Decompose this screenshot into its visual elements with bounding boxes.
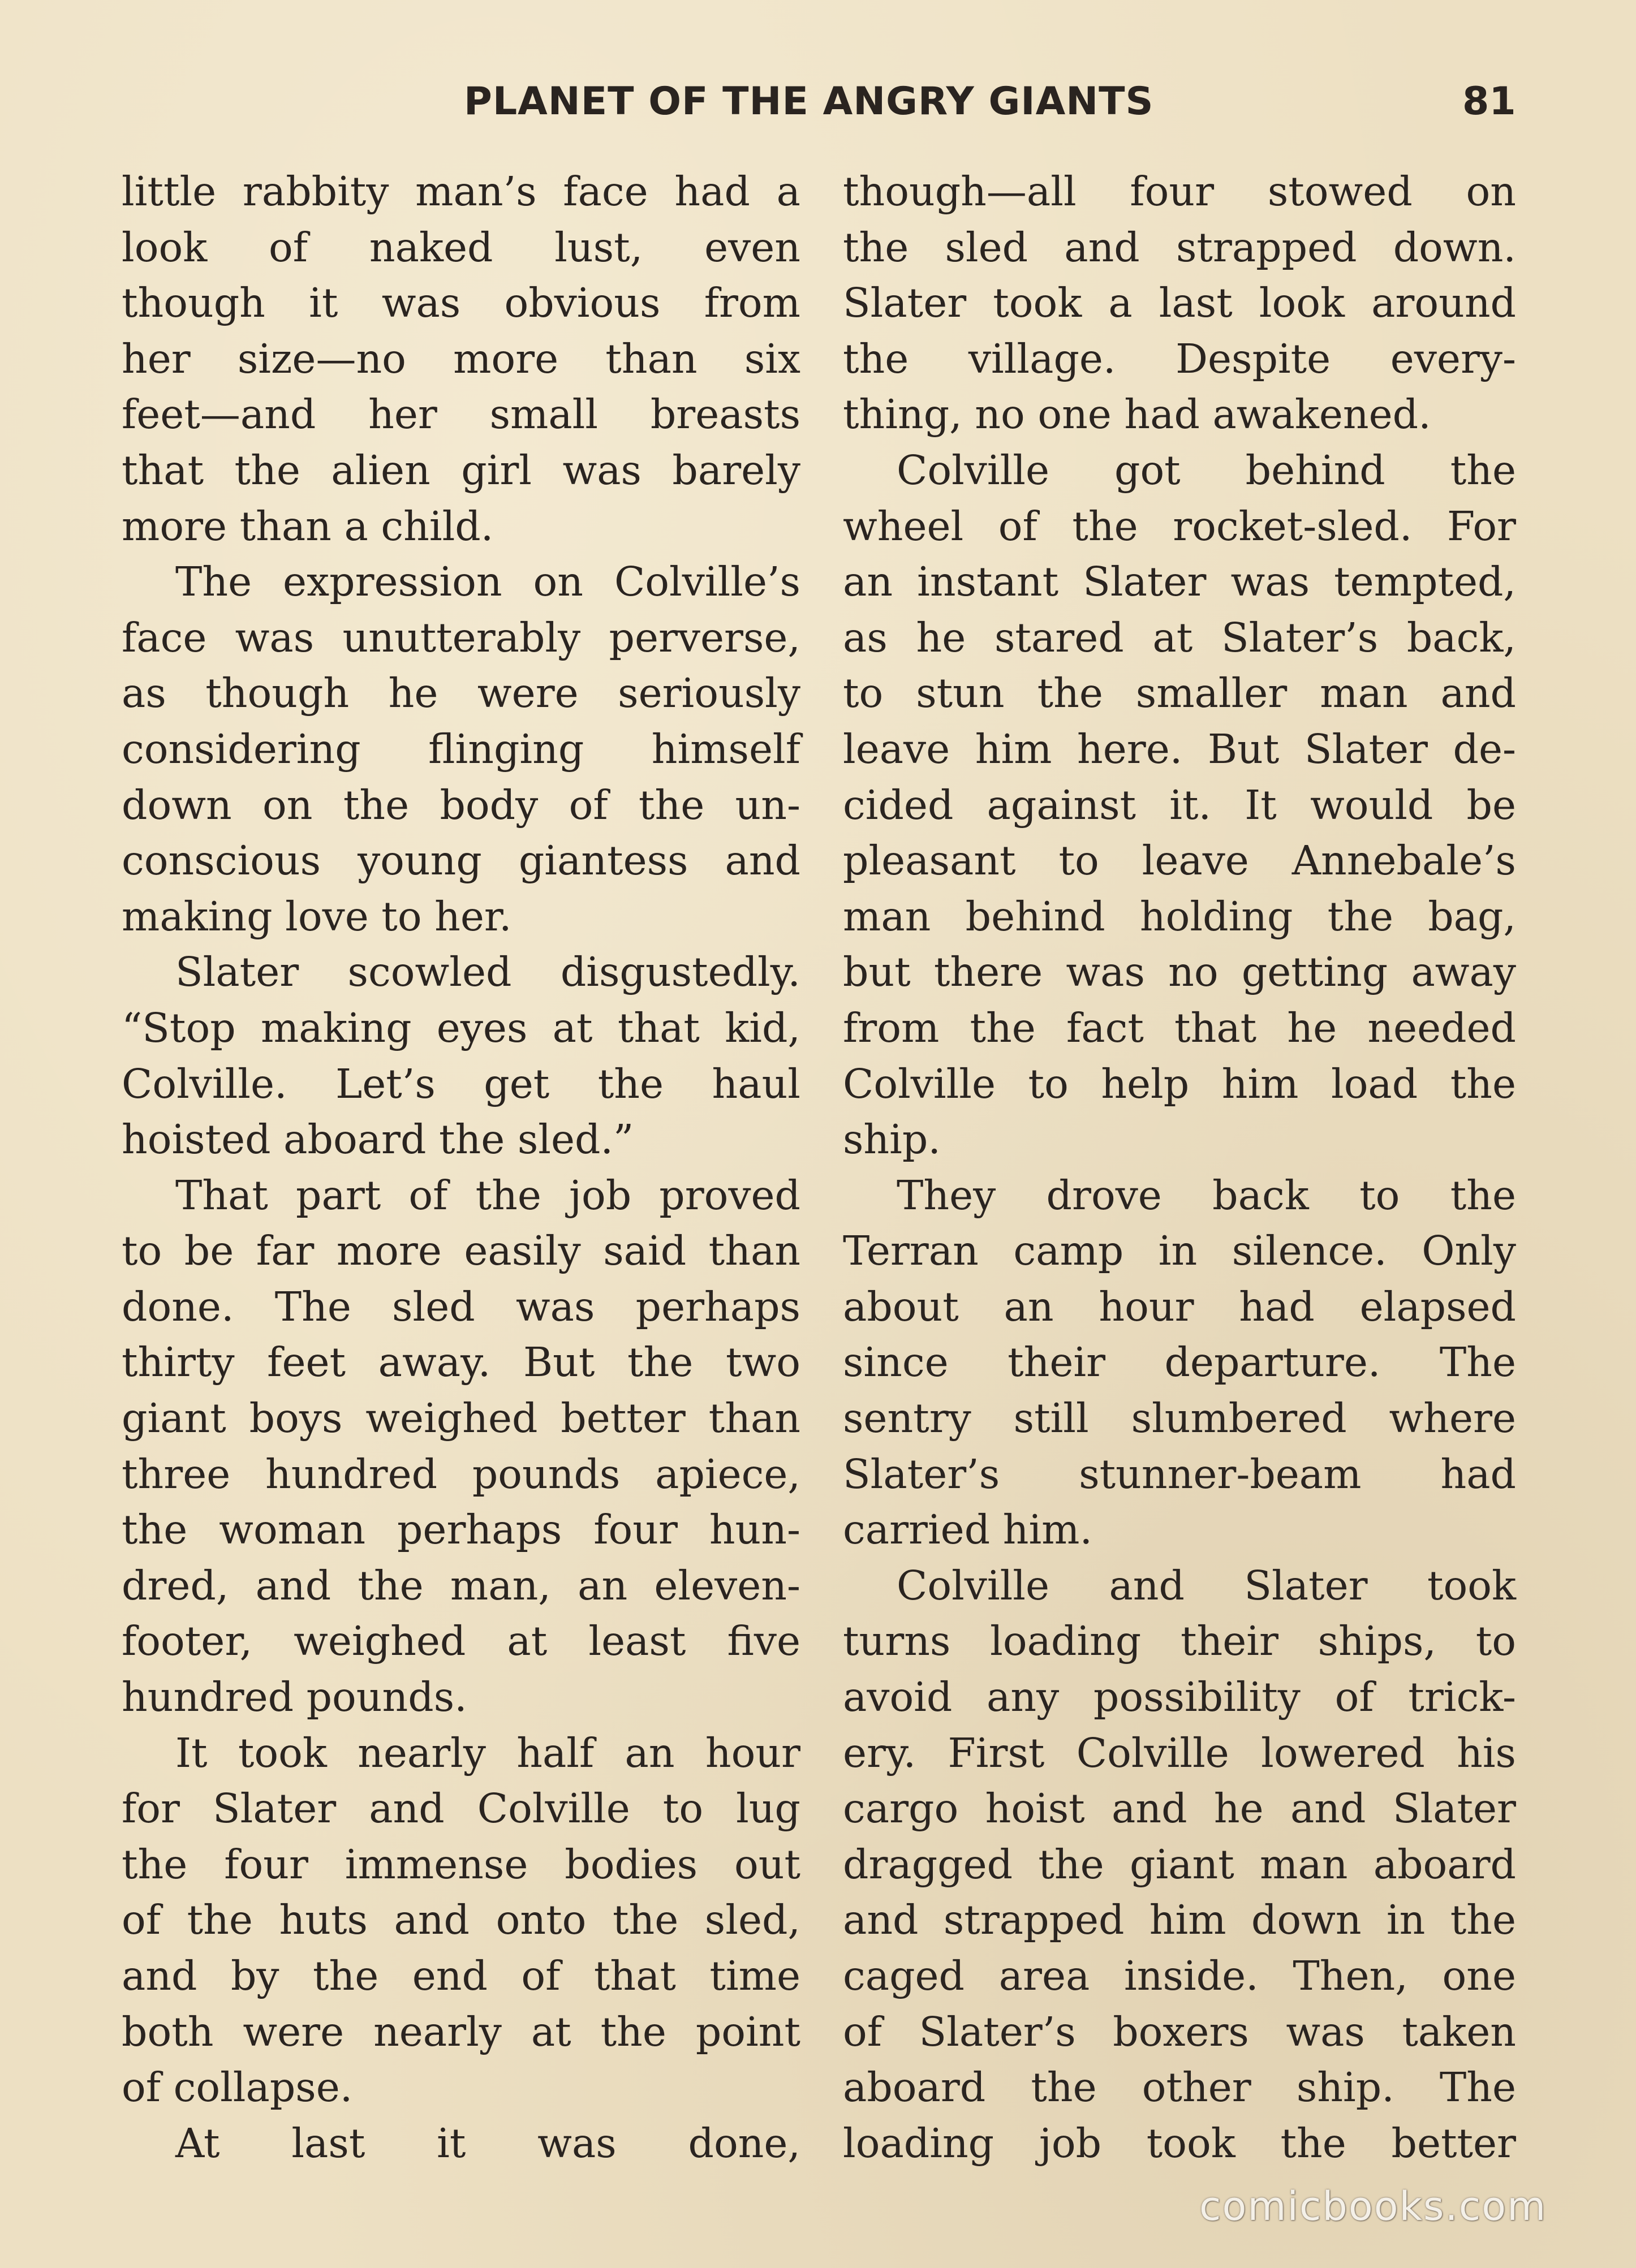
text-line: face was unutterably perverse, <box>122 614 800 661</box>
text-line: about an hour had elapsed <box>843 1283 1516 1330</box>
text-line: the four immense bodies out <box>122 1840 800 1888</box>
left-text-column <box>122 164 800 2171</box>
text-line: hoisted aboard the sled.” <box>122 1116 634 1163</box>
text-line: thing, no one had awakened. <box>843 391 1431 438</box>
text-line: considering flinging himself <box>122 725 800 773</box>
text-line: as he stared at Slater’s back, <box>843 614 1516 661</box>
page-number: 81 <box>1462 79 1516 124</box>
text-line: three hundred pounds apiece, <box>122 1450 800 1498</box>
text-line: look of naked lust, even <box>122 223 800 271</box>
text-line: ery. First Colville lowered his <box>843 1729 1516 1777</box>
text-line: to stun the smaller man and <box>843 670 1516 717</box>
text-line: leave him here. But Slater de- <box>843 725 1516 773</box>
text-line: since their departure. The <box>843 1339 1516 1386</box>
text-line: Colville to help him load the <box>843 1060 1516 1107</box>
text-line: ship. <box>843 1116 941 1163</box>
page-header <box>0 79 1636 141</box>
text-line: carried him. <box>843 1506 1093 1554</box>
text-line: dragged the giant man aboard <box>843 1840 1516 1888</box>
text-line: conscious young giantess and <box>122 837 800 885</box>
text-line: little rabbity man’s face had a <box>122 168 800 215</box>
text-line: dred, and the man, an eleven- <box>122 1562 800 1609</box>
text-line: down on the body of the un- <box>122 781 800 829</box>
text-line: thirty feet away. But the two <box>122 1339 800 1386</box>
text-line: Slater took a last look around <box>843 279 1516 327</box>
running-title: PLANET OF THE ANGRY GIANTS <box>464 79 1154 124</box>
text-line: giant boys weighed better than <box>122 1395 800 1442</box>
text-line: of collapse. <box>122 2064 353 2111</box>
text-line: Slater scowled disgustedly. <box>175 948 800 996</box>
text-line: the woman perhaps four hun- <box>122 1506 800 1554</box>
text-line: “Stop making eyes at that kid, <box>122 1004 800 1051</box>
text-line: caged area inside. Then, one <box>843 1952 1516 1999</box>
text-line: making love to her. <box>122 892 512 940</box>
text-line: done. The sled was perhaps <box>122 1283 800 1330</box>
text-line: At last it was done, <box>175 2119 800 2167</box>
text-line: for Slater and Colville to lug <box>122 1785 800 1832</box>
text-line: It took nearly half an hour <box>175 1729 800 1777</box>
text-line: They drove back to the <box>897 1171 1516 1219</box>
text-line: pleasant to leave Annebale’s <box>843 837 1516 885</box>
text-line: but there was no getting away <box>843 948 1516 996</box>
text-line: the sled and strapped down. <box>843 223 1516 271</box>
text-line: though—all four stowed on <box>843 168 1516 215</box>
text-line: Colville. Let’s get the haul <box>122 1060 800 1107</box>
text-line: sentry still slumbered where <box>843 1395 1516 1442</box>
right-text-column <box>843 164 1516 2171</box>
text-line: of Slater’s boxers was taken <box>843 2008 1516 2055</box>
text-line: her size—no more than six <box>122 335 800 382</box>
text-line: more than a child. <box>122 502 494 550</box>
watermark-text: comicbooks.com <box>1199 2183 1547 2230</box>
text-line: cargo hoist and he and Slater <box>843 1785 1516 1832</box>
text-line: aboard the other ship. The <box>843 2064 1516 2111</box>
text-line: feet—and her small breasts <box>122 391 800 438</box>
text-line: Slater’s stunner-beam had <box>843 1450 1516 1498</box>
text-line: That part of the job proved <box>175 1171 800 1219</box>
text-line: both were nearly at the point <box>122 2008 800 2055</box>
text-line: though it was obvious from <box>122 279 800 327</box>
text-line: man behind holding the bag, <box>843 892 1516 940</box>
text-line: of the huts and onto the sled, <box>122 1896 800 1944</box>
text-line: The expression on Colville’s <box>175 558 800 606</box>
text-line: an instant Slater was tempted, <box>843 558 1516 606</box>
text-line: hundred pounds. <box>122 1674 467 1721</box>
text-line: as though he were seriously <box>122 670 800 717</box>
text-line: that the alien girl was barely <box>122 446 800 494</box>
text-line: from the fact that he needed <box>843 1004 1516 1051</box>
text-line: avoid any possibility of trick- <box>843 1674 1516 1721</box>
text-line: and strapped him down in the <box>843 1896 1516 1944</box>
text-line: turns loading their ships, to <box>843 1618 1516 1665</box>
text-line: Colville got behind the <box>897 446 1516 494</box>
text-line: Colville and Slater took <box>897 1562 1516 1609</box>
text-line: loading job took the better <box>843 2119 1516 2167</box>
text-line: cided against it. It would be <box>843 781 1516 829</box>
text-line: to be far more easily said than <box>122 1227 800 1275</box>
text-line: footer, weighed at least five <box>122 1618 800 1665</box>
text-line: the village. Despite every- <box>843 335 1516 382</box>
text-line: and by the end of that time <box>122 1952 800 1999</box>
text-line: Terran camp in silence. Only <box>843 1227 1516 1275</box>
text-line: wheel of the rocket-sled. For <box>843 502 1516 550</box>
